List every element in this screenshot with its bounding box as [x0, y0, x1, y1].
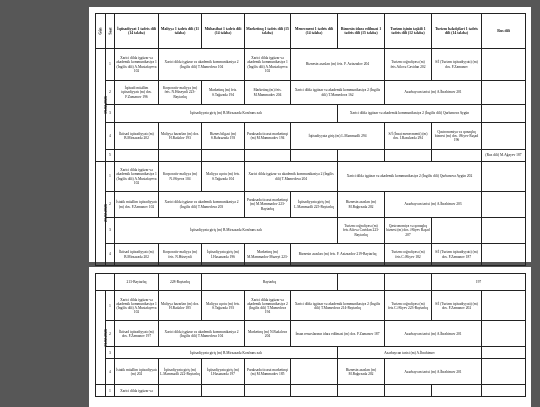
lesson-cell: Turizm coğrafiyası (m) feis.Ailovə Cavidan 223-Baytarlıq [338, 218, 385, 244]
lesson-cell: Azərbaycan tarixi (m) A.İbrahimov 201 [385, 321, 482, 347]
lesson-cell: İktisad iqtisadiyyatı (m) B.Mirzəzadə 202 [115, 123, 159, 150]
lesson-cell [202, 385, 245, 397]
pair-number: 1 [106, 162, 115, 192]
lesson-cell: (Rus dili) M.Ağayev 187 [482, 150, 526, 162]
lesson-cell: Maliyyə bazarları (m) dos. H.Bədəlov 185 [159, 291, 202, 321]
pair-number: 1 [106, 291, 115, 321]
lesson-cell: Xarici dildə işgüzar və akademik kommunikasiya 2 (İngilis dili) T.Mamedova 214-Baytarlıq [291, 291, 385, 321]
lesson-cell: Maliyyə bazarları (m) dos. H.Bədəlov 193 [159, 123, 202, 150]
lesson-cell: İqtisadiyyata giriş (m) İ.Həsənzadə 197 [202, 359, 245, 385]
lesson-cell: Xarici dildə işgüzar və akademik kommunikasiya 2 (İngilis dili) T.Mamedova 203 [159, 192, 245, 218]
lesson-cell [482, 291, 526, 321]
lesson-cell [385, 274, 432, 291]
lesson-cell: İqtisadiyyata giriş (m) B.Mirzəzadə Konfrans zalı [115, 105, 338, 123]
table-row [96, 274, 526, 291]
lesson-cell: Baytarlıq [202, 274, 338, 291]
lesson-cell: Azərbaycan tarixi (m) A.İbrahimov 203 [385, 192, 482, 218]
lesson-cell [432, 150, 482, 162]
group-header: Rus dili [482, 14, 526, 49]
group-header: Maliyyə 1 tədris dili (11 tələbə) [159, 14, 202, 49]
lesson-cell: İqtisadi müəllim iqtisadiyyatı (m) dos. F.Zamanov 196 [115, 81, 159, 105]
lesson-cell [385, 150, 432, 162]
header-row [96, 14, 526, 49]
lesson-cell: Maliyyə uçotu (m) feis. S.Tağızadə 193 [202, 291, 245, 321]
lesson-cell [291, 150, 338, 162]
lesson-cell: Azərbaycan tarixi (m) A.İbrahimov 201 [385, 81, 482, 105]
lesson-cell: Xarici dildə işgüzar və akademik kommunikasiya 2 (İngilis dili) T.Mamedova 104 [159, 321, 245, 347]
pair-header: Saat [106, 14, 115, 49]
lesson-cell: Qastronomiya və qonaqlıq biznesi (m) dos. Əliyev Rəşad 207 [385, 218, 432, 244]
lesson-cell: İqtisadiyyata giriş (m) L.Məmmədli 225-Baytarlıq [291, 192, 338, 218]
lesson-cell [482, 192, 526, 218]
lesson-cell: Azərbaycan tarixi (m) A.İbrahimov [338, 347, 482, 359]
lesson-cell: Biznes bilgəsi (m) S.Bəhrəzadə 193 [202, 123, 245, 150]
lesson-cell [482, 49, 526, 81]
lesson-cell: 228-Baytarlıq [159, 274, 202, 291]
table-row [96, 347, 526, 359]
pair-number: 5 [106, 150, 115, 162]
lesson-cell: Xarici dildə işgüzar və akademik kommunikasiya 2 (İngilis dili) T.Mamedova 194 [245, 291, 291, 321]
lesson-cell: Korporativ maliyyə (m) N.Əliyeva 104 [159, 162, 202, 192]
table-row [96, 105, 526, 123]
pair-number: 4 [106, 359, 115, 385]
pair-number: 2 [106, 192, 115, 218]
lesson-cell: Xarici dildə işgüzar və akademik kommunikasiya 2 (İngilis dili) T.Mamedova 204 [245, 162, 338, 192]
lesson-cell: Paraksada ticarət marketinqi (m) M.Mammadov 194 [245, 123, 291, 150]
day-cell: 19.02.2026 [96, 49, 106, 162]
lesson-cell: Marketinq (m) M.Mammadov Muzeyi 223- [245, 244, 291, 266]
lesson-cell: Biznesin əsasları (m) M.Bağırzadə 202 [338, 192, 385, 218]
lesson-cell: Korporativ maliyyə (m) feis. N.Hüseynli [159, 244, 202, 266]
timetable-page-1 [89, 7, 531, 262]
lesson-cell: Xarici dildə işgüzar və akademik kommunikasiya 2 (İngilis dili) T.Mamedova 104 [159, 49, 245, 81]
pair-number: 4 [106, 244, 115, 266]
lesson-cell: İnsan resurslarının idarə edilməsi (m) dos. F.Zamanov 187 [291, 321, 385, 347]
table-row [96, 150, 526, 162]
lesson-cell: İqtisadiyyata giriş (m) B.Mirzəzadə Konfrans zalı [115, 218, 338, 244]
day-cell: 21.02.2026 [96, 162, 106, 266]
lesson-cell: S/İ (Turizm iqtisadiyyatı) (m) dos. F.Zamanov 187 [432, 244, 482, 266]
lesson-cell [338, 150, 385, 162]
lesson-cell: S/İ (İnsat menecmenti) (m) dos. İ.Rəsulzadə 294 [385, 123, 432, 150]
table-row [96, 81, 526, 105]
group-header: Biznesin idarə edilməsi 1 tədris dili (15 tələbə) [338, 14, 385, 49]
lesson-cell: 197 [432, 274, 526, 291]
table-row [96, 359, 526, 385]
lesson-cell: Biznesin əsasları (m) feis. F. Azizzadov 204 [291, 49, 385, 81]
table-row [96, 49, 526, 81]
table-row [96, 218, 526, 244]
pair-number: 3 [106, 218, 115, 244]
lesson-cell: Xarici dildə işgüzar və akademik kommunikasiya 2 (İngilis dili) T.Mamedova 162 [291, 81, 385, 105]
lesson-cell: Marketinq (m) N.Bədəlova 204 [245, 321, 291, 347]
lesson-cell [115, 150, 159, 162]
lesson-cell [338, 385, 385, 397]
pair-number: 2 [106, 321, 115, 347]
lesson-cell: Paraksada ticarət marketinqi (m) M.Mammadov 185 [245, 359, 291, 385]
lesson-cell: Marketinq (m) feis. S.Tağızadə 194 [202, 81, 245, 105]
lesson-cell: Xarici dildə işgüzar və akademik kommunikasiya 2 (İngilis dili) Qurbanova Aygün 202 [338, 162, 482, 192]
lesson-cell [482, 244, 526, 266]
lesson-cell: Paraksada ticarət marketinqi (m) M.Mammadov 223-Baytarlıq [245, 192, 291, 218]
lesson-cell: Qastronomiya və qonaqlıq biznesi (m) dos. Əliyev Rəşad 196 [432, 123, 482, 150]
lesson-cell: S/İ (Turizm iqtisadiyyatı) (m) dos. F.Zamanov [432, 49, 482, 81]
lesson-cell [291, 359, 338, 385]
lesson-cell [482, 162, 526, 192]
lesson-cell [482, 321, 526, 347]
table-row [96, 321, 526, 347]
lesson-cell [245, 385, 291, 397]
table-row [96, 291, 526, 321]
table-row [96, 123, 526, 150]
lesson-cell: İqtisadiyyata giriş (m) L.Məmmədli 294 [291, 123, 385, 150]
lesson-cell [482, 218, 526, 244]
lesson-cell [159, 385, 202, 397]
pair-number: 2 [106, 81, 115, 105]
group-header: Mühasibat 1 tədris dili (14 tələbə) [202, 14, 245, 49]
lesson-cell [338, 274, 385, 291]
lesson-cell: Biznesin əsasları (m) feis. F. Azizzadov 219-Baytarlıq [291, 244, 385, 266]
timetable-page-2 [89, 267, 531, 407]
lesson-cell: Xarici dildə işgüzar və akademik kommunikasiya 1 (İngilis dili) A.Mustafayeva 102 [115, 162, 159, 192]
lesson-cell: Xarici dildə işgüzar və akademik kommunikasiya 1 (İngilis dili) A.Mustafayeva 102 [245, 49, 291, 81]
lesson-cell: Azərbaycan tarixi (m) A.İbrahimov 201 [385, 359, 482, 385]
pair-number: 1 [106, 49, 115, 81]
group-header: Menecment 1 tədris dili (14 tələbə) [291, 14, 338, 49]
table-row [96, 162, 526, 192]
lesson-cell: 213-Baytarlıq [115, 274, 159, 291]
lesson-cell [291, 385, 338, 397]
lesson-cell: Turizm coğrafiyası (m) feis.Ailovə Cavidan 202 [385, 49, 432, 81]
pair-number: 1 [106, 385, 115, 397]
pair-number: 3 [106, 347, 115, 359]
group-header: Marketinq 1 tədris dili (15 tələbə) [245, 14, 291, 49]
group-header: İqtisadiyyat 1 tədris dili (14 tələbə) [115, 14, 159, 49]
timetable-2 [95, 273, 526, 397]
lesson-cell [482, 347, 526, 359]
table-row [96, 385, 526, 397]
group-header: Turizm bələdçiləri 1 tədris dili (14 tələbə) [432, 14, 482, 49]
group-header: Turizm işinin təşkili 1 tədris dili (12 tələbə) [385, 14, 432, 49]
lesson-cell: İqtisadiyyata giriş (m) İ.Həsənzadə 196 [202, 244, 245, 266]
lesson-cell [432, 385, 482, 397]
lesson-cell [385, 385, 432, 397]
pair-number: 3 [106, 105, 115, 123]
lesson-cell: İqtisadiyyata giriş (m) B.Mirzəzadə Konfrans zalı [115, 347, 338, 359]
day-cell [96, 385, 106, 397]
lesson-cell [159, 150, 202, 162]
lesson-cell: İktisad iqtisadiyyatı (m) dos. F.Zamanov 197 [115, 321, 159, 347]
lesson-cell: İstatik müəllim iqtisadiyyatı (m) dos. F.Zamanov 102 [115, 192, 159, 218]
lesson-cell: Turizm coğrafiyası (m) feis.C.Əliyev 223-Baytarlıq [385, 291, 432, 321]
lesson-cell: Turizm coğrafiyası (m) feis.C.Əliyev 182 [385, 244, 432, 266]
day-cell: 23.02.2026 [96, 291, 106, 385]
lesson-cell [96, 274, 115, 291]
lesson-cell: S/İ (Turizm iqtisadiyyatı) (m) dos. F.Zamanov 202 [432, 291, 482, 321]
lesson-cell: İstatik müəllim iqtisadiyyatı (m) 202 [115, 359, 159, 385]
table-row [96, 192, 526, 218]
day-header: Gün [96, 14, 106, 49]
lesson-cell: Marketinq (m) feis. M.Mammadov 204 [245, 81, 291, 105]
lesson-cell: Korporativ maliyyə (m) feis. N.Hüseynli 223-Baytarlıq [159, 81, 202, 105]
pair-number: 4 [106, 123, 115, 150]
lesson-cell: İqtisadiyyata giriş (m) L.Məmmədli 222-Baytarlıq [159, 359, 202, 385]
lesson-cell: Xarici dildə işgüzar və akademik kommunikasiya 2 (İngilis dili) Qurbanova Aygün [338, 105, 482, 123]
lesson-cell: Xarici dildə işgüzar və akademik kommunikasiya 1 (İngilis dili) A.Mustafayeva 102 [115, 291, 159, 321]
lesson-cell [482, 359, 526, 385]
lesson-cell: İktisad iqtisadiyyatı (m) B.Mirzəzadə 202 [115, 244, 159, 266]
lesson-cell: Xarici dildə işgüzar və [115, 385, 159, 397]
lesson-cell [432, 218, 482, 244]
lesson-cell: Xarici dildə işgüzar və akademik kommunikasiya 1 (İngilis dili) A.Mustafayeva 102 [115, 49, 159, 81]
lesson-cell [482, 81, 526, 105]
lesson-cell [245, 150, 291, 162]
table-row [96, 244, 526, 266]
lesson-cell [482, 385, 526, 397]
lesson-cell [482, 123, 526, 150]
lesson-cell: Maliyyə uçotu (m) feis. S.Tağızadə 104 [202, 162, 245, 192]
timetable-1 [95, 13, 526, 266]
lesson-cell [202, 150, 245, 162]
lesson-cell: Biznesin əsasları (m) M.Bağırzadə 202 [338, 359, 385, 385]
lesson-cell [482, 105, 526, 123]
